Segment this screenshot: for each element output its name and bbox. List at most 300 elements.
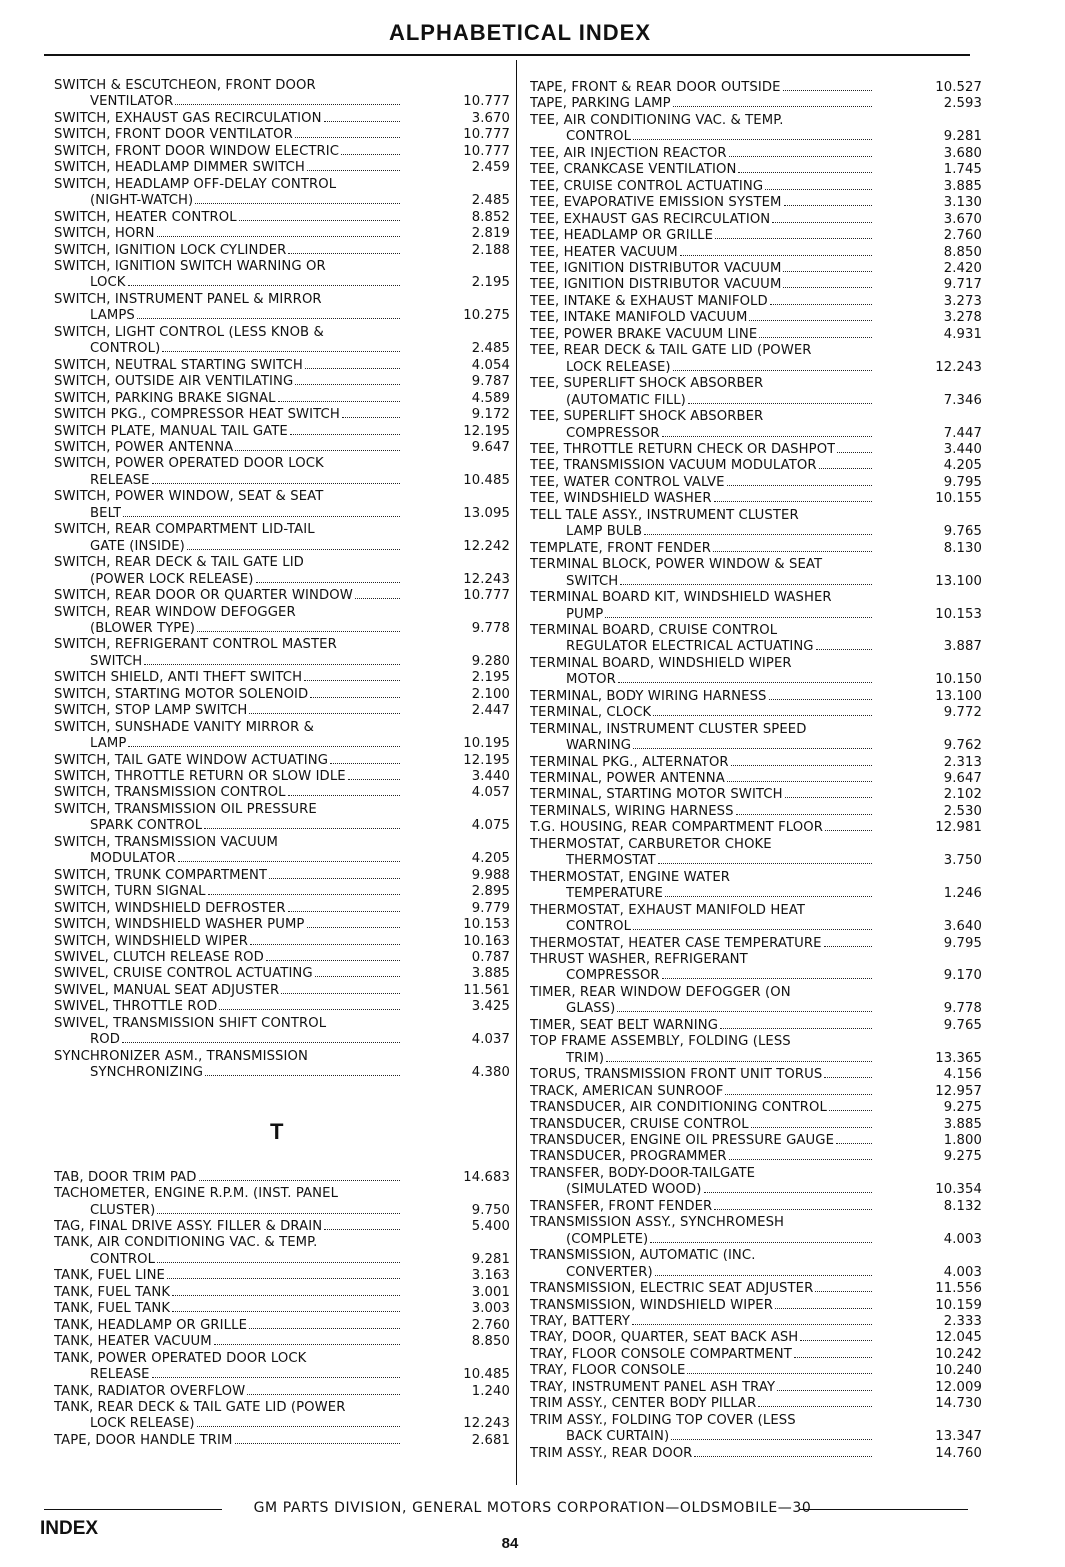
entry-text: SWIVEL, CRUISE CONTROL ACTUATING [54, 966, 313, 982]
index-entry [54, 983, 510, 999]
entry-text: SWITCH, REAR DOOR OR QUARTER WINDOW [54, 588, 353, 604]
dot-leader [680, 255, 872, 256]
entry-number: 3.130 [943, 195, 982, 211]
entry-text: CONTROL) [90, 341, 161, 357]
index-entry [54, 917, 510, 933]
index-entry [530, 1314, 982, 1330]
entry-text: TEE, INTAKE & EXHAUST MANIFOLD [530, 293, 768, 309]
dot-leader [727, 781, 872, 782]
index-entry [530, 820, 982, 836]
dot-leader [330, 763, 400, 764]
index-entry [530, 1018, 982, 1034]
entry-number: 9.778 [471, 620, 510, 636]
dot-leader [128, 746, 400, 747]
index-entry [54, 243, 510, 259]
entry-text: (NIGHT-WATCH) [90, 193, 194, 209]
entry-number: 2.447 [471, 703, 510, 719]
entry-text: SWITCH, WINDSHIELD WIPER [54, 933, 249, 949]
dot-leader [714, 501, 872, 502]
index-entry [54, 374, 510, 390]
entry-text: SWITCH, POWER WINDOW, SEAT & SEAT [54, 489, 324, 505]
entry-text: MOTOR [566, 672, 616, 688]
entry-number: 10.150 [935, 672, 982, 688]
dot-leader [307, 170, 400, 171]
dot-leader [266, 960, 400, 961]
entry-number: 9.647 [943, 771, 982, 787]
entry-number: 11.561 [463, 982, 510, 998]
entry-text: SWITCH, POWER OPERATED DOOR LOCK [54, 456, 324, 472]
entry-text: TEE, REAR DECK & TAIL GATE LID (POWER [530, 343, 812, 359]
entry-text: TRANSMISSION ASSY., SYNCHROMESH [530, 1215, 785, 1231]
dot-leader [205, 1075, 400, 1076]
index-entry [530, 179, 982, 195]
entry-text: SWITCH, REAR DECK & TAIL GATE LID [54, 555, 304, 571]
dot-leader [824, 1077, 872, 1078]
dot-leader [144, 664, 400, 665]
entry-text: SWITCH, IGNITION LOCK CYLINDER [54, 242, 287, 258]
page-number: 84 [501, 1535, 519, 1552]
dot-leader [288, 911, 400, 912]
index-entry [530, 80, 982, 96]
title-rule [44, 54, 970, 56]
index-entry [54, 934, 510, 950]
index-entry [530, 1380, 982, 1396]
entry-number: 12.243 [463, 571, 510, 587]
entry-number: 2.760 [471, 1317, 510, 1333]
entry-number: 3.425 [471, 999, 510, 1015]
entry-text: SYNCHRONIZER ASM., TRANSMISSION [54, 1048, 308, 1064]
entry-text: SWITCH, WINDSHIELD DEFROSTER [54, 900, 286, 916]
index-entry [54, 325, 510, 358]
entry-number: 9.765 [943, 1017, 982, 1033]
entry-text: TERMINAL BOARD, WINDSHIELD WIPER [530, 655, 792, 671]
index-entry [530, 787, 982, 803]
index-entry [530, 1166, 982, 1199]
entry-number: 12.009 [935, 1379, 982, 1395]
entry-text: GATE (INSIDE) [90, 538, 185, 554]
entry-text: (POWER LOCK RELEASE) [90, 571, 254, 587]
entry-number: 2.188 [471, 242, 510, 258]
dot-leader [694, 1456, 872, 1457]
entry-number: 10.777 [463, 588, 510, 604]
entry-text: CONTROL [90, 1251, 156, 1267]
entry-number: 12.243 [463, 1416, 510, 1432]
entry-number: 9.787 [471, 374, 510, 390]
dot-leader [836, 1143, 872, 1144]
index-entry [54, 901, 510, 917]
entry-number: 10.777 [463, 127, 510, 143]
entry-number: 3.750 [943, 853, 982, 869]
entry-number: 2.485 [471, 193, 510, 209]
entry-text: SWITCH, TRANSMISSION CONTROL [54, 785, 286, 801]
index-entry [530, 294, 982, 310]
dot-leader [295, 137, 400, 138]
dot-leader [315, 976, 400, 977]
entry-text: TRANSMISSION, AUTOMATIC (INC. [530, 1248, 756, 1264]
dot-leader [765, 189, 872, 190]
index-entry [530, 508, 982, 541]
index-entry [54, 605, 510, 638]
entry-text: TEE, IGNITION DISTRIBUTOR VACUUM [530, 277, 782, 293]
dot-leader [687, 1373, 872, 1374]
entry-text: RELEASE [90, 472, 150, 488]
entry-number: 10.163 [463, 933, 510, 949]
entry-number: 9.750 [471, 1202, 510, 1218]
index-entry [530, 343, 982, 376]
index-entry [54, 769, 510, 785]
entry-number: 9.762 [943, 738, 982, 754]
entry-text: ROD [90, 1032, 120, 1048]
dot-leader [288, 795, 400, 796]
entry-text: TRANSDUCER, ENGINE OIL PRESSURE GAUGE [530, 1133, 835, 1148]
entry-text: SWITCH, REAR COMPARTMENT LID-TAIL [54, 522, 315, 538]
entry-number: 4.003 [943, 1264, 982, 1280]
entry-text: SWITCH, EXHAUST GAS RECIRCULATION [54, 110, 322, 126]
dot-leader [152, 1377, 400, 1378]
dot-leader [310, 697, 400, 698]
dot-leader [295, 384, 400, 385]
dot-leader [235, 1443, 400, 1444]
entry-text: TRANSDUCER, CRUISE CONTROL [530, 1116, 749, 1132]
entry-number: 10.153 [463, 917, 510, 933]
entry-number: 3.278 [943, 310, 982, 326]
entry-number: 8.132 [943, 1198, 982, 1214]
entry-text: TIMER, REAR WINDOW DEFOGGER (ON [530, 984, 791, 1000]
entry-text: TEE, TRANSMISSION VACUUM MODULATOR [530, 458, 817, 474]
dot-leader [688, 403, 872, 404]
entry-text: CONVERTER) [566, 1264, 653, 1280]
index-entry [530, 162, 982, 178]
dot-leader [819, 468, 872, 469]
entry-number: 2.593 [943, 96, 982, 112]
dot-leader [783, 90, 872, 91]
entry-text: SWIVEL, TRANSMISSION SHIFT CONTROL [54, 1015, 327, 1031]
entry-number: 1.240 [471, 1383, 510, 1399]
index-entry [530, 590, 982, 623]
index-entry [54, 1285, 510, 1301]
index-entry [530, 310, 982, 326]
entry-number: 14.683 [463, 1169, 510, 1185]
entry-text: SYNCHRONIZING [90, 1065, 204, 1081]
index-entry [54, 637, 510, 670]
index-entry [54, 407, 510, 423]
entry-text: TRAY, DOOR, QUARTER, SEAT BACK ASH [530, 1330, 799, 1346]
dot-leader [278, 401, 400, 402]
entry-number: 4.156 [943, 1067, 982, 1083]
entry-text: TERMINALS, WIRING HARNESS [530, 803, 734, 819]
entry-text: SWITCH, SUNSHADE VANITY MIRROR & [54, 719, 315, 735]
entry-text: SWITCH, STOP LAMP SWITCH [54, 703, 248, 719]
dot-leader [172, 1295, 400, 1296]
entry-text: SWITCH, HEATER CONTROL [54, 209, 237, 225]
entry-text: TRIM ASSY., REAR DOOR [530, 1445, 693, 1461]
dot-leader [235, 450, 400, 451]
index-entry [530, 1298, 982, 1314]
index-entry [530, 1347, 982, 1363]
entry-text: TEE, EXHAUST GAS RECIRCULATION [530, 211, 771, 227]
dot-leader [713, 551, 872, 552]
entry-text: TEMPLATE, FRONT FENDER [530, 540, 712, 556]
index-entry [54, 1186, 510, 1219]
index-entry [54, 456, 510, 489]
dot-leader [157, 1262, 400, 1263]
entry-number: 4.931 [943, 326, 982, 342]
index-entry [530, 1248, 982, 1281]
entry-number: 2.420 [943, 260, 982, 276]
dot-leader [662, 978, 872, 979]
entry-text: SWITCH, PARKING BRAKE SIGNAL [54, 390, 276, 406]
entry-text: LAMP [90, 736, 127, 752]
entry-text: TIMER, SEAT BELT WARNING [530, 1017, 719, 1033]
section-letter-t: T [270, 1118, 284, 1144]
dot-leader [167, 1278, 400, 1279]
entry-text: CLUSTER) [90, 1202, 156, 1218]
dot-leader [157, 236, 400, 237]
entry-text: TAPE, PARKING LAMP [530, 96, 671, 112]
entry-text: GLASS) [566, 1001, 616, 1017]
dot-leader [123, 516, 400, 517]
index-entry [530, 475, 982, 491]
entry-number: 10.777 [463, 143, 510, 159]
footer-label: INDEX [40, 1518, 99, 1539]
index-entry [54, 292, 510, 325]
dot-leader [199, 1180, 400, 1181]
index-entry [530, 113, 982, 146]
entry-number: 3.440 [943, 441, 982, 457]
entry-number: 4.380 [471, 1065, 510, 1081]
entry-text: BELT [90, 505, 122, 521]
index-entry [530, 96, 982, 112]
footer-publisher: GM PARTS DIVISION, GENERAL MOTORS CORPORATION—OLDSMOBILE—30 [253, 1500, 812, 1516]
index-entry [530, 1215, 982, 1248]
entry-text: TANK, AIR CONDITIONING VAC. & TEMP. [54, 1235, 318, 1251]
dot-leader [178, 861, 400, 862]
dot-leader [829, 1110, 872, 1111]
entry-number: 9.280 [471, 653, 510, 669]
entry-text: SWIVEL, CLUTCH RELEASE ROD [54, 950, 264, 966]
entry-text: TANK, REAR DECK & TAIL GATE LID (POWER [54, 1399, 346, 1415]
index-entry [530, 195, 982, 211]
entry-number: 10.242 [935, 1346, 982, 1362]
entry-number: 12.957 [935, 1083, 982, 1099]
entry-text: TRAY, INSTRUMENT PANEL ASH TRAY [530, 1379, 776, 1395]
entry-number: 9.281 [943, 129, 982, 145]
entry-text: SWITCH [90, 653, 143, 669]
index-entry [54, 884, 510, 900]
index-entry [54, 144, 510, 160]
entry-text: TEE, CRANKCASE VENTILATION [530, 162, 737, 178]
entry-text: TRIM ASSY., FOLDING TOP COVER (LESS [530, 1412, 796, 1428]
entry-text: TANK, POWER OPERATED DOOR LOCK [54, 1350, 307, 1366]
dot-leader [727, 485, 872, 486]
entry-text: THERMOSTAT, ENGINE WATER [530, 869, 731, 885]
entry-number: 2.459 [471, 160, 510, 176]
entry-text: THERMOSTAT, HEATER CASE TEMPERATURE [530, 935, 822, 951]
entry-text: MODULATOR [90, 851, 176, 867]
dot-leader [653, 715, 872, 716]
index-entry [530, 261, 982, 277]
index-entry [54, 160, 510, 176]
entry-text: SWITCH, LIGHT CONTROL (LESS KNOB & [54, 324, 324, 340]
entry-number: 8.850 [943, 244, 982, 260]
index-entry [530, 557, 982, 590]
dot-leader [605, 617, 872, 618]
index-entry [530, 705, 982, 721]
entry-number: 9.772 [943, 705, 982, 721]
index-entry [530, 1149, 982, 1165]
dot-leader [665, 896, 872, 897]
dot-leader [348, 779, 400, 780]
dot-leader [673, 106, 872, 107]
index-entry [530, 1117, 982, 1133]
dot-leader [794, 1357, 872, 1358]
index-entry [54, 703, 510, 719]
dot-leader [729, 156, 872, 157]
entry-text: BACK CURTAIN) [566, 1429, 670, 1445]
index-entry [530, 656, 982, 689]
dot-leader [355, 598, 400, 599]
dot-leader [341, 154, 400, 155]
index-entry [54, 226, 510, 242]
index-entry [54, 1235, 510, 1268]
entry-text: SWITCH, NEUTRAL STARTING SWITCH [54, 357, 303, 373]
dot-leader [749, 320, 872, 321]
dot-leader [783, 287, 872, 288]
entry-text: SWITCH, FRONT DOOR WINDOW ELECTRIC [54, 143, 340, 159]
entry-number: 12.243 [935, 359, 982, 375]
entry-number: 1.745 [943, 162, 982, 178]
index-entry [530, 1100, 982, 1116]
entry-text: SWITCH, TRUNK COMPARTMENT [54, 867, 268, 883]
index-entry [530, 1363, 982, 1379]
entry-text: CONTROL [566, 129, 632, 145]
right-column [530, 80, 982, 1462]
index-entry [54, 802, 510, 835]
entry-text: TANK, RADIATOR OVERFLOW [54, 1383, 246, 1399]
entry-text: SWITCH, WINDSHIELD WASHER PUMP [54, 917, 305, 933]
entry-number: 3.885 [943, 178, 982, 194]
index-entry [54, 1219, 510, 1235]
dot-leader [122, 1042, 400, 1043]
dot-leader [620, 584, 872, 585]
entry-number: 10.354 [935, 1182, 982, 1198]
index-entry [530, 755, 982, 771]
entry-text: LOCK RELEASE) [566, 359, 671, 375]
index-entry [54, 1301, 510, 1317]
index-entry [54, 753, 510, 769]
entry-text: SWIVEL, MANUAL SEAT ADJUSTER [54, 982, 280, 998]
index-entry [530, 722, 982, 755]
entry-text: COMPRESSOR [566, 425, 660, 441]
dot-leader [800, 1340, 872, 1341]
dot-leader [162, 351, 400, 352]
entry-number: 9.647 [471, 439, 510, 455]
dot-leader [816, 649, 872, 650]
entry-number: 2.485 [471, 341, 510, 357]
dot-leader [751, 1127, 872, 1128]
index-entry [54, 720, 510, 753]
index-entry [530, 837, 982, 870]
entry-text: TEE, AIR INJECTION REACTOR [530, 145, 727, 161]
entry-number: 4.589 [471, 390, 510, 406]
dot-leader [305, 368, 400, 369]
index-entry [54, 78, 510, 111]
index-entry [54, 424, 510, 440]
entry-text: TERMINAL BOARD KIT, WINDSHIELD WASHER [530, 590, 832, 606]
entry-text: COMPRESSOR [566, 968, 660, 984]
entry-text: TERMINAL, POWER ANTENNA [530, 771, 725, 787]
entry-number: 8.850 [471, 1334, 510, 1350]
index-entry [530, 458, 982, 474]
dot-leader [729, 1159, 872, 1160]
entry-text: SWITCH, HEADLAMP OFF-DELAY CONTROL [54, 176, 337, 192]
index-entry [530, 771, 982, 787]
dot-leader [673, 370, 872, 371]
entry-text: TERMINAL BOARD, CRUISE CONTROL [530, 622, 778, 638]
entry-number: 7.447 [943, 425, 982, 441]
entry-text: TERMINAL, CLOCK [530, 705, 652, 721]
index-entry [54, 391, 510, 407]
index-entry [54, 1170, 510, 1186]
entry-number: 4.037 [471, 1032, 510, 1048]
entry-number: 13.100 [935, 573, 982, 589]
index-entry [530, 245, 982, 261]
entry-text: TERMINAL, STARTING MOTOR SWITCH [530, 787, 783, 803]
index-entry [530, 1396, 982, 1412]
dot-leader [256, 582, 400, 583]
dot-leader [128, 285, 400, 286]
dot-leader [250, 944, 400, 945]
entry-number: 10.485 [463, 1367, 510, 1383]
dot-leader [769, 699, 872, 700]
entry-number: 9.717 [943, 277, 982, 293]
index-entry [54, 1318, 510, 1334]
index-entry [54, 440, 510, 456]
entry-number: 10.777 [463, 94, 510, 110]
dot-leader [715, 238, 872, 239]
entry-number: 3.887 [943, 639, 982, 655]
dot-leader [606, 1061, 872, 1062]
index-entry [54, 868, 510, 884]
index-entry [530, 491, 982, 507]
entry-number: 3.885 [471, 966, 510, 982]
entry-number: 7.346 [943, 392, 982, 408]
dot-leader [758, 1406, 872, 1407]
index-entry [530, 376, 982, 409]
index-entry [530, 541, 982, 557]
dot-leader [290, 434, 400, 435]
index-entry [530, 623, 982, 656]
dot-leader [825, 830, 872, 831]
entry-text: TRANSFER, FRONT FENDER [530, 1198, 713, 1214]
index-entry [530, 1067, 982, 1083]
dot-leader [342, 417, 400, 418]
dot-leader [214, 1344, 400, 1345]
entry-number: 2.530 [943, 803, 982, 819]
entry-number: 2.333 [943, 1313, 982, 1329]
dot-leader [738, 172, 872, 173]
entry-number: 1.800 [943, 1133, 982, 1148]
entry-text: LAMP BULB [566, 524, 643, 540]
entry-text: SWITCH, TRANSMISSION OIL PRESSURE [54, 801, 317, 817]
dot-leader [249, 1328, 400, 1329]
dot-leader [633, 748, 872, 749]
dot-leader [770, 304, 872, 305]
dot-leader [777, 1390, 872, 1391]
entry-number: 4.054 [471, 357, 510, 373]
entry-number: 12.981 [935, 820, 982, 836]
entry-number: 9.765 [943, 524, 982, 540]
